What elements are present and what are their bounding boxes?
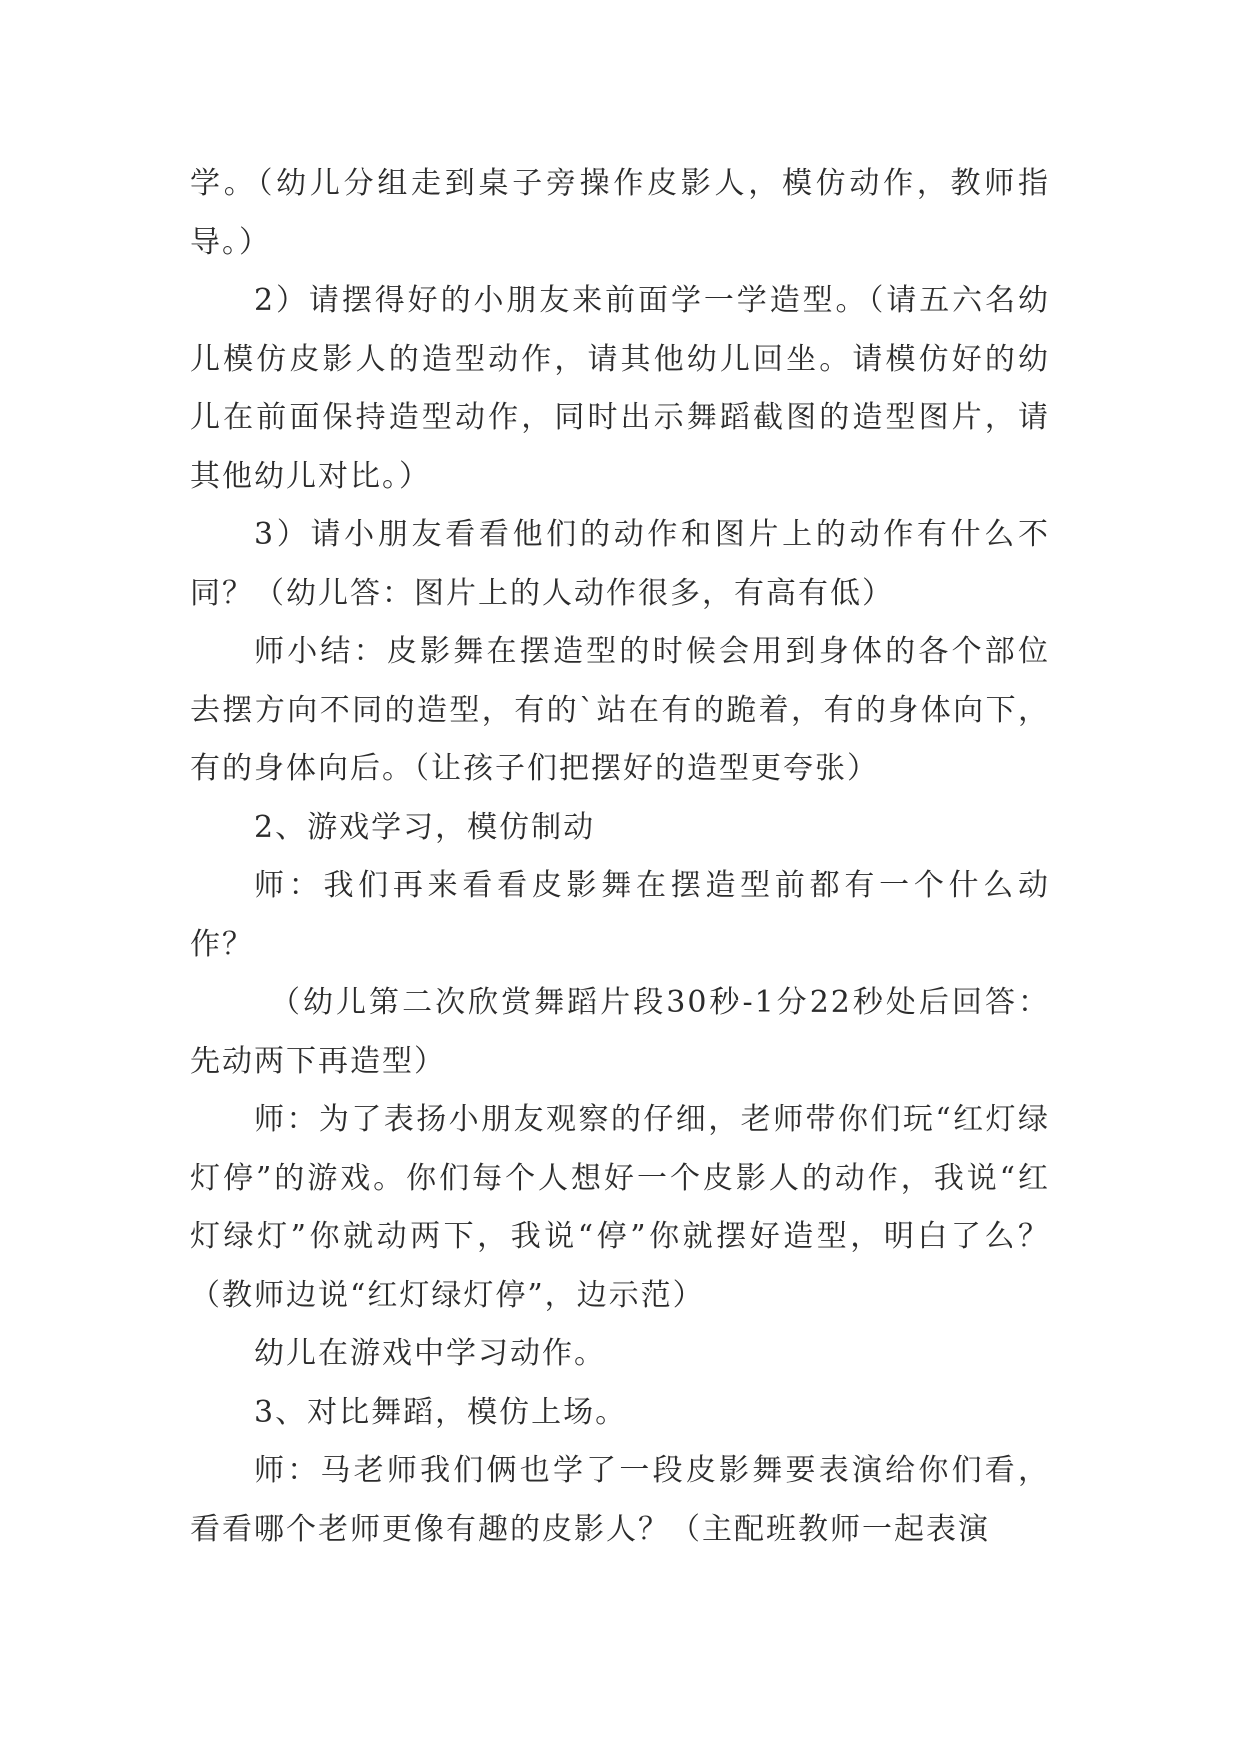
paragraph-teacher-summary: 师小结：皮影舞在摆造型的时候会用到身体的各个部位去摆方向不同的造型，有的`站在有的跪着，有的身体向下，有的身体向后。（让孩子们把摆好的造型更夸张） (190, 634, 1050, 786)
document-body (190, 155, 1050, 1559)
paragraph-red-green-light-game: 师：为了表扬小朋友观察的仔细，老师带你们玩“红灯绿灯停”的游戏。你们每个人想好一个皮影人的动作，我说“红灯绿灯”你就动两下，我说“停”你就摆好造型，明白了么？（教师边说“红灯绿灯停”，边示范） (190, 1102, 1050, 1313)
section-heading-game-learning: 2、游戏学习，模仿制动 (254, 809, 596, 845)
paragraph-step-3: 3）请小朋友看看他们的动作和图片上的动作有什么不同？（幼儿答：图片上的人动作很多，有高有低） (190, 517, 1050, 611)
paragraph-children-learn: 幼儿在游戏中学习动作。 (254, 1336, 606, 1371)
paragraph-second-viewing: （幼儿第二次欣赏舞蹈片段30秒-1分22秒处后回答：先动两下再造型） (190, 985, 1050, 1079)
paragraph-step-2: 2）请摆得好的小朋友来前面学一学造型。（请五六名幼儿模仿皮影人的造型动作，请其他幼儿回坐。请模仿好的幼儿在前面保持造型动作，同时出示舞蹈截图的造型图片，请其他幼儿对比。） (190, 283, 1050, 494)
paragraph-continuation: 学。（幼儿分组走到桌子旁操作皮影人，模仿动作，教师指导。） (190, 166, 1050, 260)
paragraph-teacher-performance: 师：马老师我们俩也学了一段皮影舞要表演给你们看，看看哪个老师更像有趣的皮影人？（主配班教师一起表演 (190, 1453, 1050, 1547)
section-heading-compare-dance: 3、对比舞蹈，模仿上场。 (254, 1394, 628, 1430)
paragraph-teacher-question: 师：我们再来看看皮影舞在摆造型前都有一个什么动作？ (190, 868, 1050, 962)
